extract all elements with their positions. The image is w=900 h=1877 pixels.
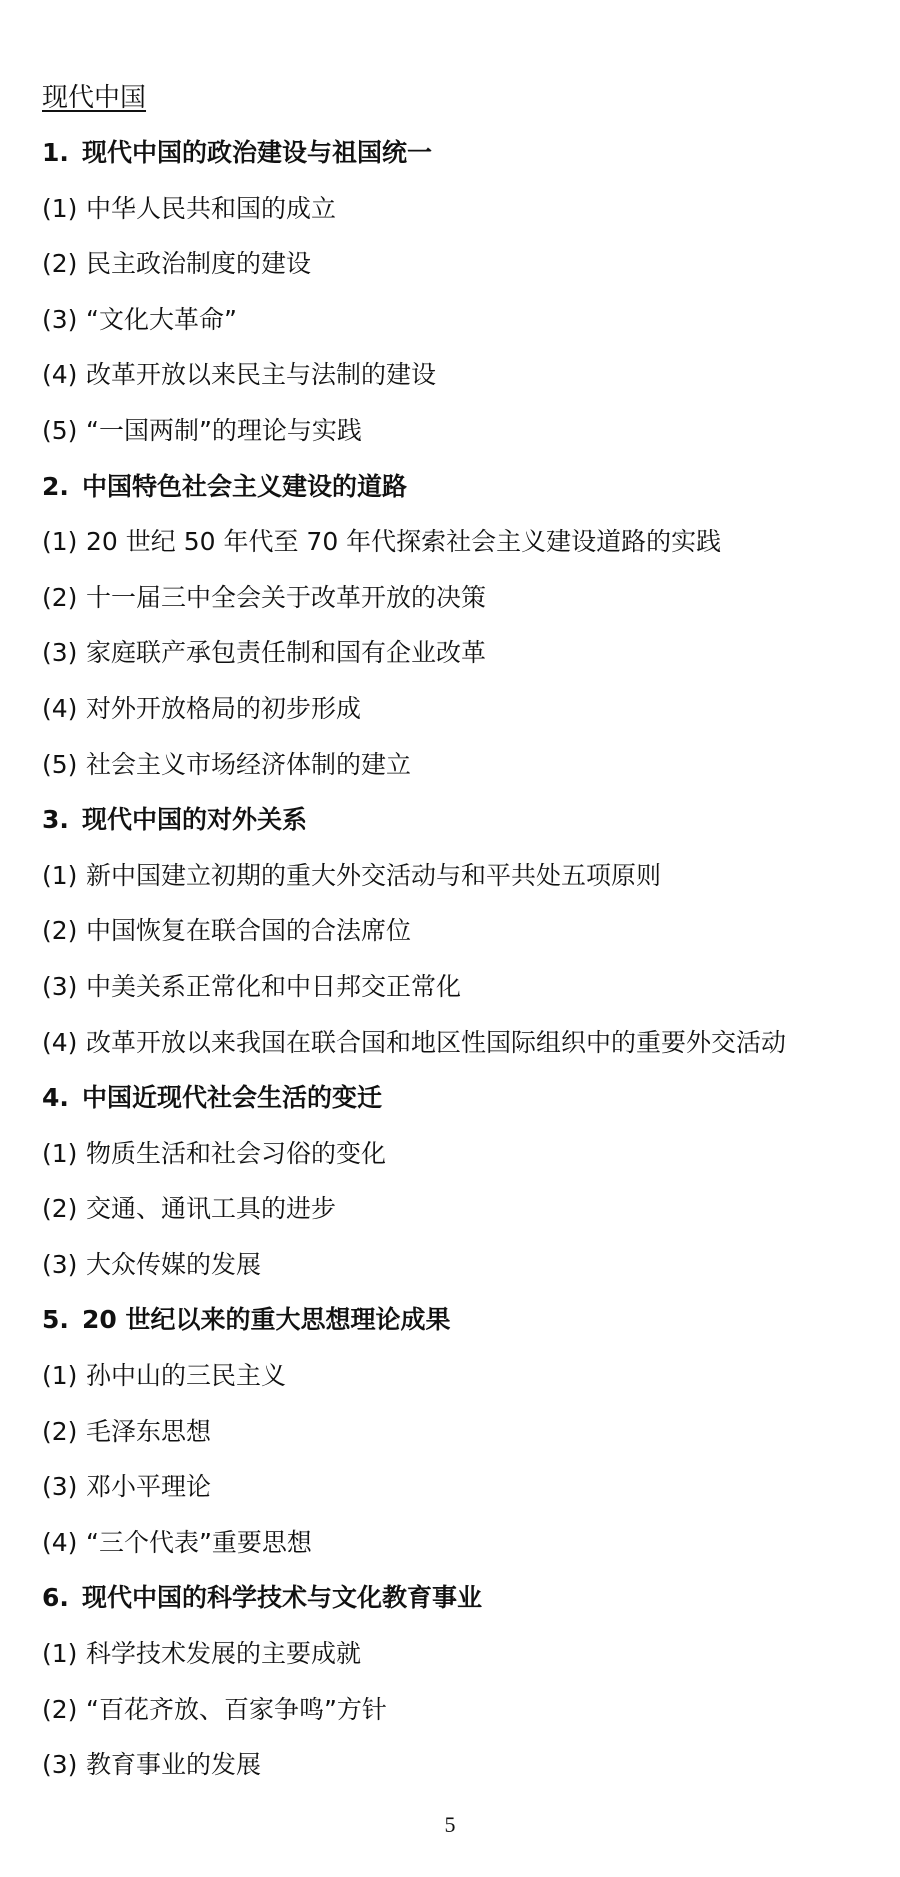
item-number: (2): [42, 916, 78, 946]
item-number: (2): [42, 249, 78, 279]
document-title: 现代中国: [42, 83, 147, 113]
item-text: 交通、通讯工具的进步: [86, 1194, 337, 1224]
section-heading: [42, 1080, 882, 1116]
outline-item: [42, 1136, 882, 1172]
outline-item: [42, 1025, 882, 1061]
section-number: 2.: [42, 471, 69, 501]
item-number: (1): [42, 1361, 78, 1391]
section-heading-text: 现代中国的对外关系: [82, 805, 308, 835]
section-number: 4.: [42, 1083, 69, 1113]
item-number: (3): [42, 1249, 78, 1279]
item-number: (4): [42, 360, 78, 390]
outline-item: [42, 1636, 882, 1672]
item-number: (3): [42, 1750, 78, 1780]
item-number: (4): [42, 1527, 78, 1557]
outline-item: [42, 524, 882, 560]
item-text: 物质生活和社会习俗的变化: [86, 1138, 387, 1168]
item-text: 中华人民共和国的成立: [86, 193, 337, 223]
item-number: (4): [42, 693, 78, 723]
item-text: “文化大革命”: [86, 304, 237, 334]
item-text: 家庭联产承包责任制和国有企业改革: [86, 638, 487, 668]
outline-item: [42, 580, 882, 616]
outline-item: [42, 691, 882, 727]
item-text: 对外开放格局的初步形成: [86, 693, 362, 723]
item-text: 毛泽东思想: [86, 1416, 212, 1446]
outline-item: [42, 1469, 882, 1505]
item-text: 改革开放以来我国在联合国和地区性国际组织中的重要外交活动: [86, 1027, 787, 1057]
item-number: (1): [42, 527, 78, 557]
item-text: 十一届三中全会关于改革开放的决策: [86, 582, 487, 612]
outline-item: [42, 1358, 882, 1394]
section-number: 3.: [42, 805, 69, 835]
outline-item: [42, 1247, 882, 1283]
item-number: (2): [42, 1416, 78, 1446]
item-number: (5): [42, 749, 78, 779]
section-heading-text: 20 世纪以来的重大思想理论成果: [82, 1305, 451, 1335]
section-heading-text: 中国特色社会主义建设的道路: [82, 471, 408, 501]
item-text: 大众传媒的发展: [86, 1249, 262, 1279]
outline-item: [42, 747, 882, 783]
item-text: 20 世纪 50 年代至 70 年代探索社会主义建设道路的实践: [86, 527, 722, 557]
section-heading: [42, 135, 882, 171]
section-heading: [42, 1302, 882, 1338]
item-text: 新中国建立初期的重大外交活动与和平共处五项原则: [86, 860, 662, 890]
item-text: 民主政治制度的建设: [86, 249, 312, 279]
item-number: (5): [42, 415, 78, 445]
section-heading: [42, 469, 882, 505]
outline-item: [42, 1191, 882, 1227]
outline-item: [42, 191, 882, 227]
item-text: “一国两制”的理论与实践: [86, 415, 362, 445]
item-number: (3): [42, 1472, 78, 1502]
item-text: 科学技术发展的主要成就: [86, 1639, 362, 1669]
item-text: 社会主义市场经济体制的建立: [86, 749, 412, 779]
page-number: 5: [444, 1812, 456, 1837]
item-number: (4): [42, 1027, 78, 1057]
section-number: 5.: [42, 1305, 69, 1335]
outline-list: [42, 135, 882, 1803]
item-number: (1): [42, 1639, 78, 1669]
outline-item: [42, 302, 882, 338]
item-text: 中美关系正常化和中日邦交正常化: [86, 971, 462, 1001]
outline-item: [42, 246, 882, 282]
section-heading: [42, 1580, 882, 1616]
outline-item: [42, 969, 882, 1005]
item-text: 改革开放以来民主与法制的建设: [86, 360, 437, 390]
item-text: 中国恢复在联合国的合法席位: [86, 916, 412, 946]
item-text: “三个代表”重要思想: [86, 1527, 312, 1557]
section-heading-text: 现代中国的科学技术与文化教育事业: [82, 1583, 483, 1613]
outline-item: [42, 635, 882, 671]
item-text: 孙中山的三民主义: [86, 1361, 287, 1391]
outline-item: [42, 1525, 882, 1561]
item-number: (2): [42, 582, 78, 612]
outline-item: [42, 913, 882, 949]
outline-item: [42, 1414, 882, 1450]
item-number: (3): [42, 304, 78, 334]
item-number: (1): [42, 860, 78, 890]
item-number: (2): [42, 1694, 78, 1724]
section-number: 1.: [42, 138, 69, 167]
outline-item: [42, 357, 882, 393]
item-text: 邓小平理论: [86, 1472, 212, 1502]
item-number: (2): [42, 1194, 78, 1224]
section-number: 6.: [42, 1583, 69, 1613]
item-text: “百花齐放、百家争鸣”方针: [86, 1694, 387, 1724]
item-number: (3): [42, 638, 78, 668]
outline-item: [42, 1747, 882, 1783]
outline-item: [42, 413, 882, 449]
item-text: 教育事业的发展: [86, 1750, 262, 1780]
item-number: (3): [42, 971, 78, 1001]
section-heading: [42, 802, 882, 838]
section-heading-text: 中国近现代社会生活的变迁: [82, 1083, 383, 1113]
outline-item: [42, 858, 882, 894]
outline-item: [42, 1692, 882, 1728]
item-number: (1): [42, 193, 78, 223]
item-number: (1): [42, 1138, 78, 1168]
section-heading-text: 现代中国的政治建设与祖国统一: [82, 138, 433, 167]
